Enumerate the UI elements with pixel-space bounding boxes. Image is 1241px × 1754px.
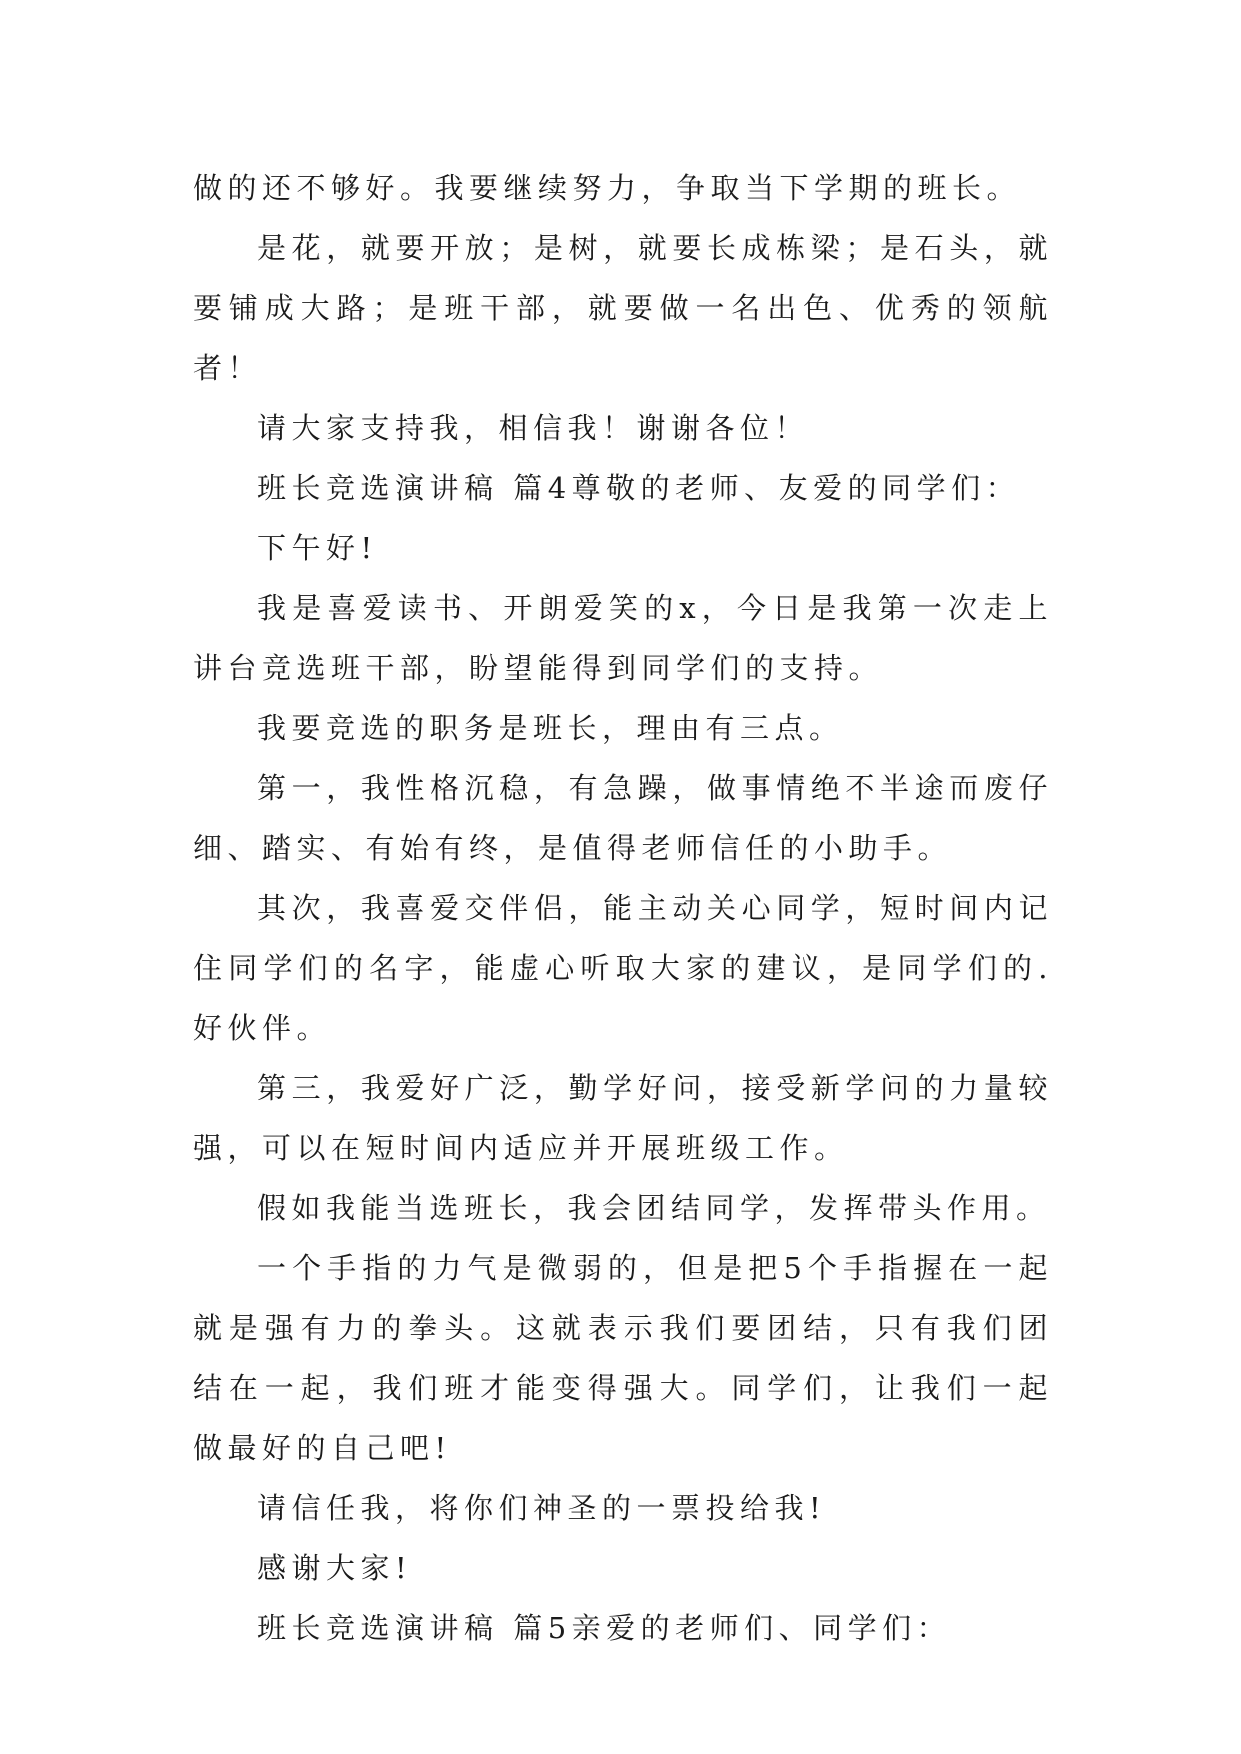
paragraph: 第三，我爱好广泛，勤学好问，接受新学问的力量较强，可以在短时间内适应并开展班级工作。 <box>193 1071 1053 1165</box>
paragraph: 下午好! <box>257 531 378 565</box>
paragraph: 请信任我，将你们神圣的一票投给我! <box>257 1491 827 1525</box>
paragraph: 其次，我喜爱交伴侣，能主动关心同学，短时间内记住同学们的名字，能虚心听取大家的建议，是同学们的.好伙伴。 <box>193 891 1053 1045</box>
paragraph: 我是喜爱读书、开朗爱笑的x，今日是我第一次走上讲台竞选班干部，盼望能得到同学们的支持。 <box>193 591 1053 685</box>
paragraph: 一个手指的力气是微弱的，但是把5个手指握在一起就是强有力的拳头。这就表示我们要团结，只有我们团结在一起，我们班才能变得强大。同学们，让我们一起做最好的自己吧! <box>193 1251 1053 1465</box>
document-body <box>193 158 1053 1658</box>
paragraph: 请大家支持我，相信我！谢谢各位！ <box>257 411 810 445</box>
paragraph: 感谢大家! <box>257 1551 413 1585</box>
paragraph: 假如我能当选班长，我会团结同学，发挥带头作用。 <box>257 1191 1051 1225</box>
section-heading-paragraph: 班长竞选演讲稿 篇4尊敬的老师、友爱的同学们： <box>257 471 1021 505</box>
paragraph: 我要竞选的职务是班长，理由有三点。 <box>257 711 844 745</box>
paragraph: 是花，就要开放；是树，就要长成栋梁；是石头，就要铺成大路；是班干部，就要做一名出色、优秀的领航者！ <box>193 231 1053 385</box>
paragraph: 做的还不够好。我要继续努力，争取当下学期的班长。 <box>193 171 1022 205</box>
section-heading-paragraph: 班长竞选演讲稿 篇5亲爱的老师们、同学们： <box>257 1611 952 1645</box>
paragraph: 第一，我性格沉稳，有急躁，做事情绝不半途而废仔细、踏实、有始有终，是值得老师信任的小助手。 <box>193 771 1053 865</box>
